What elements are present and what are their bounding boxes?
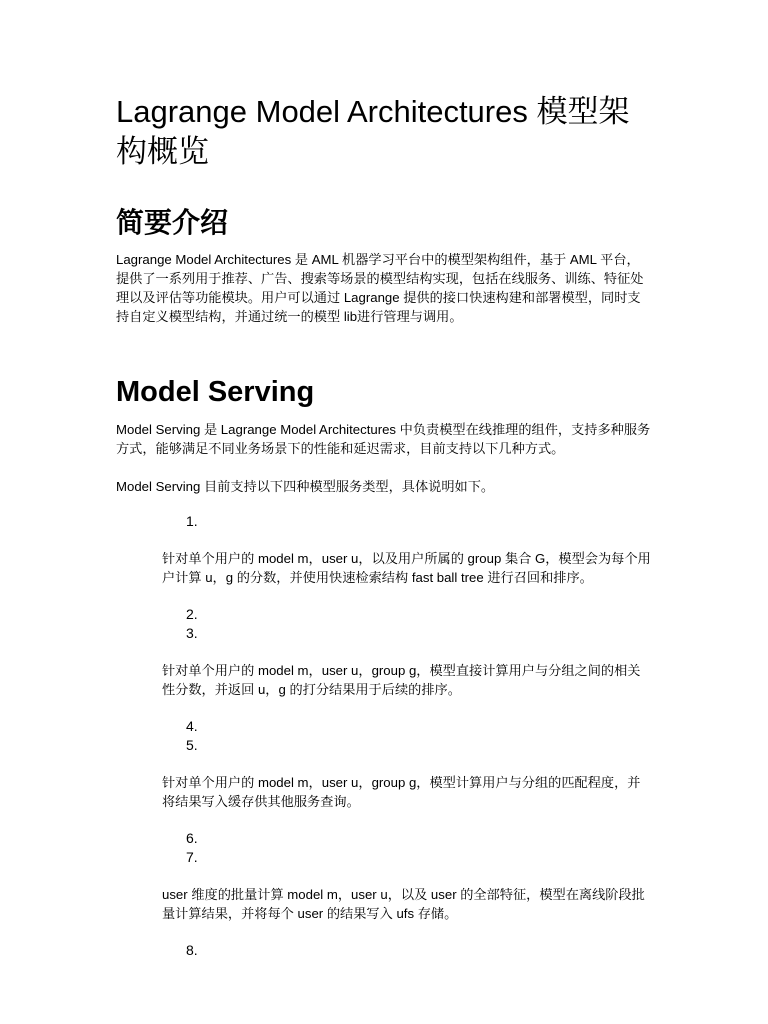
- document-page: [116, 92, 652, 978]
- list-number: 6.: [186, 830, 198, 846]
- serving-type-list: [116, 512, 652, 960]
- list-number-group: [116, 941, 652, 960]
- list-number-group: [116, 829, 652, 867]
- list-number: 1.: [186, 513, 198, 529]
- list-number: 4.: [186, 718, 198, 734]
- list-item-text: 针对单个用户的 model m，user u，group g，模型计算用户与分组的匹配程度，并将结果写入缓存供其他服务查询。: [162, 775, 641, 809]
- intro-heading: 简要介绍: [116, 207, 229, 238]
- document-title: Lagrange Model Architectures 模型架构概览: [116, 94, 630, 169]
- list-number: 7.: [186, 849, 198, 865]
- list-number-group: [116, 605, 652, 643]
- list-number: 3.: [186, 625, 198, 641]
- list-item-text: user 维度的批量计算 model m，user u，以及 user 的全部特征，模型在离线阶段批量计算结果，并将每个 user 的结果写入 ufs 存储。: [162, 887, 645, 921]
- model-serving-paragraph-2: Model Serving 目前支持以下四种模型服务类型，具体说明如下。: [116, 479, 495, 494]
- list-number: 5.: [186, 737, 198, 753]
- intro-paragraph: Lagrange Model Architectures 是 AML 机器学习平台中的模型架构组件，基于 AML 平台，提供了一系列用于推荐、广告、搜索等场景的模型结构实现，包括在线服务、训练、特征处理以及评估等功能模块。用户可以通过 Lagrange 提供的接口快速构建和部署模型，同时支持自定义模型结构，并通过统一的模型 lib进行管理与调用。: [116, 252, 644, 324]
- model-serving-heading: Model Serving: [116, 376, 315, 408]
- model-serving-paragraph-1: Model Serving 是 Lagrange Model Architectures 中负责模型在线推理的组件，支持多种服务方式，能够满足不同业务场景下的性能和延迟需求，目前支持以下几种方式。: [116, 422, 651, 456]
- list-number: 2.: [186, 606, 198, 622]
- list-number-group: [116, 717, 652, 755]
- list-number-group: [116, 512, 652, 531]
- list-item-text: 针对单个用户的 model m，user u，group g，模型直接计算用户与分组之间的相关性分数，并返回 u，g 的打分结果用于后续的排序。: [162, 663, 641, 697]
- list-item-text: 针对单个用户的 model m，user u，以及用户所属的 group 集合 G，模型会为每个用户计算 u，g 的分数，并使用快速检索结构 fast ball tree 进行召回和排序。: [162, 551, 651, 585]
- list-number: 8.: [186, 942, 198, 958]
